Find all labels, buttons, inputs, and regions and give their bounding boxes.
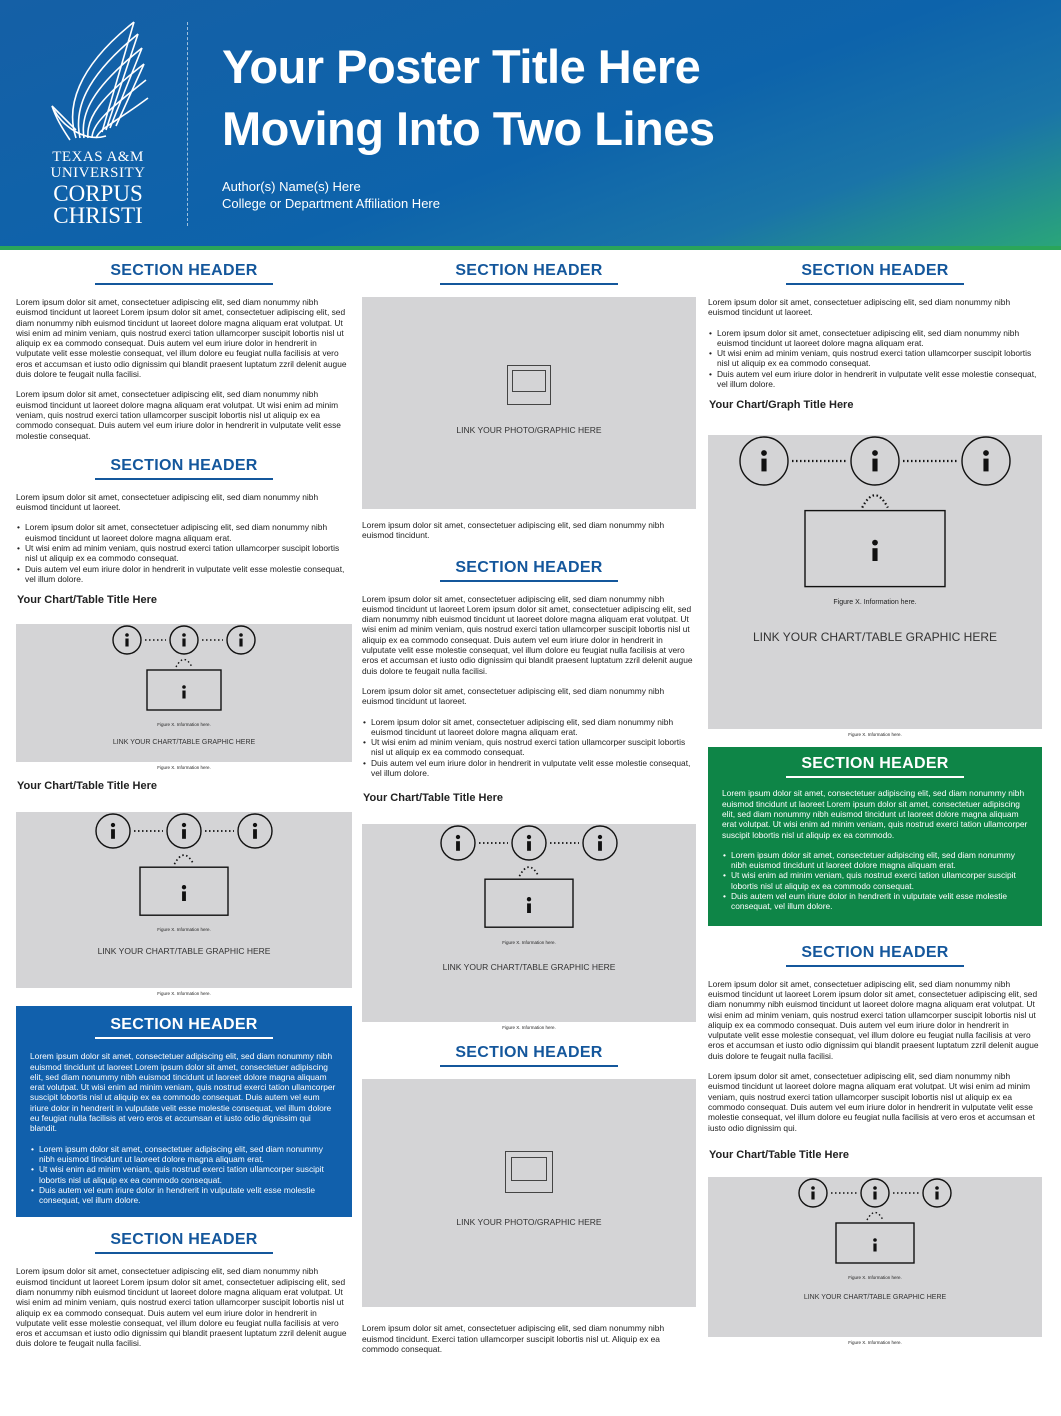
body-paragraph: Lorem ipsum dolor sit amet, consectetuer adipiscing elit, sed diam nonummy nibh euismod tincidunt ut laoreet dolore magna aliquam erat volutpat. Ut wisi enim ad minim veniam, quis nostrud exerci tation ullamcorper suscipit lobortis nisl ut aliquip ex ea commodo consequat. Duis autem vel eum iriure dolor in hendrerit in vulputate velit esse molestie consequat.: [16, 389, 341, 441]
info-icon-dot: [872, 540, 878, 546]
column-3: [708, 262, 1042, 1355]
info-icon-dot: [872, 450, 878, 456]
body-paragraph: Lorem ipsum dolor sit amet, consectetuer adipiscing elit, sed diam nonummy nibh euismod tincidunt ut laoreet Lorem ipsum dolor sit amet, consectetuer adipiscing elit, sed diam nonummy nibh euismod tincidunt ut laoreet dolore magna aliquam erat volutpat. Ut wisi enim ad minim veniam, quis nostrud exerci tation ullamcorper suscipit lobortis nisl ut aliquip ex ea commodo consequat. Duis autem vel eum iriure dolor in hendrerit in vulputate velit esse molestie consequat, vel illum dolore eu feugiat nulla facilisis at vero eros et accumsan et iusto odio dignissim qui blandit praesent luptatum zzril delenit augue duis dolore te feugait nulla facilisi.: [16, 1266, 347, 1349]
info-box: [485, 880, 573, 928]
info-diagram: [708, 435, 1042, 593]
body-paragraph: Lorem ipsum dolor sit amet, consectetuer adipiscing elit, sed diam nonummy nibh euismod tincidunt ut laoreet Lorem ipsum dolor sit amet, consectetuer adipiscing elit, sed diam nonummy nibh euismod tincidunt ut laoreet dolore magna aliquam erat volutpat. Ut wisi enim ad minim veniam, quis nostrud exerci tation ullamcorper suscipit lobortis nisl ut aliquip ex ea commodo consequat. Duis autem vel eum iriure dolor in hendrerit in vulputate velit esse molestie consequat, vel illum dolore eu feugiat nulla facilisis at vero eros et accumsan et iusto odio dignissim qui blandit.: [30, 1051, 336, 1134]
body-paragraph: Lorem ipsum dolor sit amet, consectetuer adipiscing elit, sed diam nonummy nibh euismod tincidunt ut laoreet.: [362, 685, 665, 707]
chart-placeholder[interactable]: [708, 1177, 1042, 1337]
poster-title-line-1: Your Poster Title Here: [222, 40, 701, 93]
bullet-list: [16, 522, 352, 584]
dotted-arc: [176, 660, 192, 668]
info-icon-dot: [761, 450, 767, 456]
info-diagram: [16, 624, 352, 716]
bullet-item: • Ut wisi enim ad minim veniam, quis nostrud exerci tation ullamcorper suscipit lobortis nisl ut aliquip ex ea commodo consequat.: [362, 737, 696, 758]
dotted-arc: [862, 496, 888, 508]
info-icon-stem: [182, 691, 185, 699]
chart-title: Your Chart/Table Title Here: [17, 594, 157, 607]
info-diagram: [362, 824, 696, 933]
logo-text-line: UNIVERSITY: [50, 165, 146, 181]
info-icon-dot: [253, 823, 257, 827]
diagram-svg: [797, 1177, 953, 1269]
figure-caption: Figure X. Information here.: [157, 927, 211, 933]
chart-title: Your Chart/Table Title Here: [709, 1148, 849, 1161]
logo-text-line: TEXAS A&M: [52, 149, 144, 165]
header-divider: [187, 22, 188, 226]
poster-title: [222, 36, 715, 160]
info-icon-stem: [598, 842, 602, 852]
logo-text-line: CHRISTI: [53, 203, 143, 228]
link-chart-label: LINK YOUR CHART/TABLE GRAPHIC HERE: [112, 739, 256, 747]
photo-placeholder[interactable]: [362, 297, 696, 509]
bullet-item: • Duis autem vel eum iriure dolor in hendrerit in vulputate velit esse molestie consequat, vel illum dolore.: [708, 369, 1042, 390]
info-icon-stem: [239, 639, 242, 647]
section-header: SECTION HEADER: [708, 262, 1042, 285]
bullet-item: • Lorem ipsum dolor sit amet, consectetuer adipiscing elit, sed diam nonummy nibh euismod tincidunt ut laoreet dolore magna aliquam erat.: [708, 328, 1042, 349]
info-icon-dot: [239, 633, 243, 637]
chart-title: Your Chart/Graph Title Here: [709, 399, 854, 412]
info-icon-dot: [983, 450, 989, 456]
dotted-arc: [519, 867, 538, 876]
bullet-item: • Duis autem vel eum iriure dolor in hendrerit in vulputate velit esse molestie consequat, vel illum dolore.: [722, 891, 1028, 912]
info-icon-dot: [111, 823, 115, 827]
diagram-svg: [439, 824, 619, 933]
section-header: SECTION HEADER: [722, 755, 1028, 778]
info-icon-stem: [182, 892, 186, 902]
info-icon-stem: [111, 829, 115, 839]
bullet-item: • Duis autem vel eum iriure dolor in hendrerit in vulputate velit esse molestie consequat, vel illum dolore.: [362, 758, 696, 779]
link-photo-label: LINK YOUR PHOTO/GRAPHIC HERE: [456, 425, 602, 435]
section-header: SECTION HEADER: [16, 1231, 352, 1254]
highlight-box-green: [708, 747, 1042, 925]
section-header: SECTION HEADER: [362, 1044, 696, 1067]
bullet-item: • Ut wisi enim ad minim veniam, quis nostrud exerci tation ullamcorper suscipit lobortis nisl ut aliquip ex ea commodo consequat.: [16, 543, 352, 564]
info-icon-stem: [182, 639, 185, 647]
body-paragraph: Lorem ipsum dolor sit amet, consectetuer adipiscing elit, sed diam nonummy nibh euismod tincidunt ut laoreet.: [16, 491, 319, 513]
bullet-item: • Ut wisi enim ad minim veniam, quis nostrud exerci tation ullamcorper suscipit lobortis nisl ut aliquip ex ea commodo consequat.: [708, 348, 1042, 369]
info-diagram: [16, 812, 352, 921]
university-logo: [38, 18, 158, 230]
section-header: SECTION HEADER: [16, 457, 352, 480]
figure-caption: Figure X. Information here.: [848, 732, 902, 738]
link-chart-label: LINK YOUR CHART/TABLE GRAPHIC HERE: [803, 1293, 947, 1301]
photo-icon: [505, 1151, 553, 1193]
bullet-item: • Lorem ipsum dolor sit amet, consectetuer adipiscing elit, sed diam nonummy nibh euismod tincidunt ut laoreet dolore magna aliquam erat.: [722, 850, 1028, 871]
info-icon-dot: [182, 685, 186, 689]
figure-caption: Figure X. Information here.: [157, 765, 211, 771]
photo-caption: Lorem ipsum dolor sit amet, consectetuer adipiscing elit, sed diam nonummy nibh euismod tincidunt.: [362, 520, 665, 541]
section-header: SECTION HEADER: [30, 1016, 338, 1039]
chart-placeholder[interactable]: [708, 435, 1042, 729]
figure-caption: Figure X. Information here.: [157, 722, 211, 728]
info-icon-stem: [872, 549, 877, 562]
info-icon-dot: [182, 823, 186, 827]
dotted-arc: [867, 1212, 883, 1220]
poster-title-line-2: Moving Into Two Lines: [222, 102, 715, 155]
bullet-list: [708, 328, 1042, 390]
figure-caption: Figure X. Information here.: [848, 1339, 902, 1345]
author-block: [222, 178, 440, 212]
chart-placeholder[interactable]: [16, 624, 352, 762]
info-icon-dot: [456, 835, 460, 839]
figure-caption: Figure X. Information here.: [833, 598, 917, 606]
info-icon-dot: [598, 835, 602, 839]
info-box: [147, 670, 221, 710]
info-icon-stem: [527, 842, 531, 852]
bullet-item: • Duis autem vel eum iriure dolor in hendrerit in vulputate velit esse molestie consequat, vel illum dolore.: [30, 1185, 338, 1206]
body-paragraph: Lorem ipsum dolor sit amet, consectetuer adipiscing elit, sed diam nonummy nibh euismod tincidunt ut laoreet Lorem ipsum dolor sit amet, consectetuer adipiscing elit, sed diam nonummy nibh euismod tincidunt ut laoreet dolore magna aliquam erat volutpat. Ut wisi enim ad minim veniam, quis nostrud exerci tation ullamcorper suscipit lobortis nisl ut aliquip ex ea commodo consequat. Duis autem vel eum iriure dolor in hendrerit in vulputate velit esse molestie consequat, vel illum dolore eu feugiat nulla facilisis at vero eros et accumsan et iusto odio dignissim qui blandit praesent luptatum zzril delenit augue duis dolore te feugait nulla facilisi.: [16, 297, 347, 380]
photo-placeholder[interactable]: [362, 1079, 696, 1307]
section-header: SECTION HEADER: [708, 944, 1042, 967]
info-icon-stem: [125, 639, 128, 647]
bullet-list: [722, 850, 1028, 912]
info-icon-dot: [873, 1186, 877, 1190]
info-icon-stem: [935, 1191, 938, 1199]
info-icon-dot: [935, 1186, 939, 1190]
diagram-svg: [738, 435, 1012, 593]
section-header: SECTION HEADER: [16, 262, 352, 285]
info-icon-dot: [182, 885, 186, 889]
link-photo-label: LINK YOUR PHOTO/GRAPHIC HERE: [456, 1217, 602, 1228]
wing-logo-icon: [46, 18, 150, 146]
info-icon-dot: [873, 1238, 877, 1242]
body-paragraph: Lorem ipsum dolor sit amet, consectetuer adipiscing elit, sed diam nonummy nibh euismod tincidunt ut laoreet dolore magna aliquam erat volutpat. Ut wisi enim ad minim veniam, quis nostrud exerci tation ullamcorper suscipit lobortis nisl ut aliquip ex ea commodo consequat. Duis autem vel eum iriure dolor in hendrerit in vulputate velit esse molestie consequat, vel illum dolore eu feugiat nulla facilisis at vero eros et accumsan et iusto odio dignissim qui.: [708, 1071, 1035, 1133]
photo-caption: Lorem ipsum dolor sit amet, consectetuer adipiscing elit, sed diam nonummy nibh euismod tincidunt. Exerci tation ullamcorper suscipit lobortis nisl ut. Aliquip ex ea commodo consequat.: [362, 1323, 665, 1354]
photo-icon: [507, 365, 551, 405]
figure-caption: Figure X. Information here.: [157, 991, 211, 997]
info-icon-stem: [872, 459, 877, 472]
info-diagram: [708, 1177, 1042, 1269]
info-icon-dot: [811, 1186, 815, 1190]
info-icon-dot: [527, 835, 531, 839]
info-icon-dot: [182, 633, 186, 637]
info-icon-stem: [253, 829, 257, 839]
link-chart-label: LINK YOUR CHART/TABLE GRAPHIC HERE: [752, 629, 998, 644]
affiliation: College or Department Affiliation Here: [222, 196, 440, 211]
info-icon-stem: [182, 829, 186, 839]
highlight-box-blue: [16, 1006, 352, 1217]
info-icon-stem: [983, 459, 988, 472]
figure-caption: Figure X. Information here.: [502, 939, 556, 945]
figure-caption: Figure X. Information here.: [502, 1025, 556, 1031]
info-box: [836, 1223, 914, 1263]
info-icon-stem: [873, 1243, 876, 1251]
link-chart-label: LINK YOUR CHART/TABLE GRAPHIC HERE: [442, 961, 616, 972]
diagram-svg: [94, 812, 274, 921]
section-header: SECTION HEADER: [362, 262, 696, 285]
chart-title: Your Chart/Table Title Here: [17, 780, 157, 793]
section-header: SECTION HEADER: [362, 559, 696, 582]
body-paragraph: Lorem ipsum dolor sit amet, consectetuer adipiscing elit, sed diam nonummy nibh euismod tincidunt ut laoreet Lorem ipsum dolor sit amet, consectetuer adipiscing elit, sed diam nonummy nibh euismod tincidunt ut laoreet dolore magna aliquam erat volutpat. Ut wisi enim ad minim veniam, quis nostrud exerci tation ullamcorper suscipit lobortis nisl ut aliquip ex ea commodo consequat. Duis autem vel eum iriure dolor in hendrerit in vulputate velit esse molestie consequat, vel illum dolore eu feugiat nulla facilisis at vero eros et accumsan et iusto odio dignissim qui blandit praesent luptatum zzril delenit augue duis dolore te feugait nulla facilisi.: [362, 593, 693, 676]
chart-title: Your Chart/Table Title Here: [363, 792, 503, 805]
info-box: [140, 867, 228, 915]
info-icon-dot: [527, 897, 531, 901]
info-icon-stem: [456, 842, 460, 852]
dotted-arc: [174, 855, 193, 864]
body-paragraph: Lorem ipsum dolor sit amet, consectetuer adipiscing elit, sed diam nonummy nibh euismod tincidunt ut laoreet Lorem ipsum dolor sit amet, consectetuer adipiscing elit, sed diam nonummy nibh euismod tincidunt ut laoreet dolore magna aliquam erat volutpat. Ut wisi enim ad minim veniam, quis nostrud exerci tation ullamcorper suscipit lobortis nisl ut aliquip ex ea commodo consequat. Duis autem vel eum iriure dolor in hendrerit in vulputate velit esse molestie consequat, vel illum dolore eu feugiat nulla facilisis at vero eros et accumsan et iusto odio dignissim qui blandit praesent luptatum zzril delenit augue duis dolore te feugait nulla facilisi.: [708, 978, 1039, 1061]
info-icon-dot: [125, 633, 129, 637]
header-banner: [0, 0, 1061, 246]
authors: Author(s) Name(s) Here: [222, 179, 361, 194]
info-icon-stem: [873, 1191, 876, 1199]
info-icon-stem: [527, 904, 531, 914]
column-2: [362, 262, 696, 1364]
bullet-list: [30, 1144, 338, 1206]
bullet-item: • Ut wisi enim ad minim veniam, quis nostrud exerci tation ullamcorper suscipit lobortis nisl ut aliquip ex ea commodo consequat.: [722, 870, 1028, 891]
figure-caption: Figure X. Information here.: [848, 1274, 902, 1280]
chart-placeholder[interactable]: [16, 812, 352, 988]
body-paragraph: Lorem ipsum dolor sit amet, consectetuer adipiscing elit, sed diam nonummy nibh euismod tincidunt ut laoreet.: [708, 297, 1011, 318]
chart-placeholder[interactable]: [362, 824, 696, 1022]
bullet-item: • Duis autem vel eum iriure dolor in hendrerit in vulputate velit esse molestie consequat, vel illum dolore.: [16, 564, 352, 585]
diagram-svg: [111, 624, 257, 716]
bullet-item: • Lorem ipsum dolor sit amet, consectetuer adipiscing elit, sed diam nonummy nibh euismod tincidunt ut laoreet dolore magna aliquam erat.: [16, 522, 352, 543]
column-1: [16, 262, 352, 1359]
info-icon-stem: [811, 1191, 814, 1199]
bullet-item: • Lorem ipsum dolor sit amet, consectetuer adipiscing elit, sed diam nonummy nibh euismod tincidunt ut laoreet dolore magna aliquam erat.: [362, 717, 696, 738]
bullet-item: • Ut wisi enim ad minim veniam, quis nostrud exerci tation ullamcorper suscipit lobortis nisl ut aliquip ex ea commodo consequat.: [30, 1164, 338, 1185]
logo-text-line: CORPUS: [53, 181, 143, 206]
link-chart-label: LINK YOUR CHART/TABLE GRAPHIC HERE: [97, 946, 271, 957]
body-paragraph: Lorem ipsum dolor sit amet, consectetuer adipiscing elit, sed diam nonummy nibh euismod tincidunt ut laoreet Lorem ipsum dolor sit amet, consectetuer adipiscing elit, sed diam nonummy nibh euismod tincidunt ut laoreet dolore magna aliquam erat volutpat. Ut wisi enim ad minim veniam, quis nostrud exerci tation ullamcorper suscipit lobortis nisl ut aliquip ex ea commodo.: [722, 788, 1028, 840]
bullet-item: • Lorem ipsum dolor sit amet, consectetuer adipiscing elit, sed diam nonummy nibh euismod tincidunt ut laoreet dolore magna aliquam erat.: [30, 1144, 338, 1165]
info-icon-stem: [761, 459, 766, 472]
bullet-list: [362, 717, 696, 779]
